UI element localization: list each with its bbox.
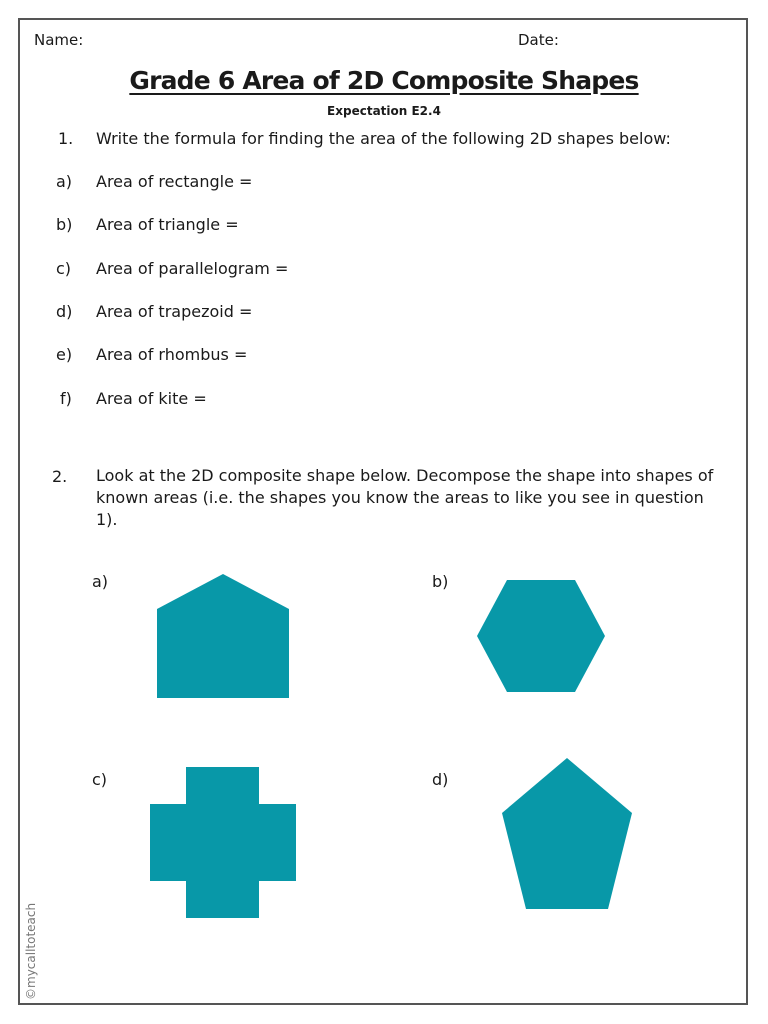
question-1-text: Write the formula for finding the area of the following 2D shapes below:	[96, 129, 671, 148]
item-c-text: Area of parallelogram =	[96, 259, 289, 278]
item-b-letter: b)	[56, 215, 73, 234]
shape-d-letter: d)	[432, 770, 449, 789]
question-2-number: 2.	[52, 467, 68, 486]
shape-a-letter: a)	[92, 572, 109, 591]
question-2-text: Look at the 2D composite shape below. Decompose the shape into shapes of known areas (i.e. the shapes you know the areas to like you see in question 1).	[96, 466, 714, 529]
shape-c-letter: c)	[92, 770, 108, 789]
question-1-number: 1.	[58, 129, 74, 148]
item-f-letter: f)	[60, 389, 72, 408]
item-b-text: Area of triangle =	[96, 215, 239, 234]
cross-shape-icon	[148, 765, 298, 920]
watermark: ©mycalltoteach	[24, 902, 38, 1000]
item-e-letter: e)	[56, 345, 73, 364]
item-a-letter: a)	[56, 172, 73, 191]
item-c-letter: c)	[56, 259, 72, 278]
item-d-letter: d)	[56, 302, 73, 321]
date-label: Date:	[518, 31, 559, 49]
name-label: Name:	[34, 31, 84, 49]
item-e-text: Area of rhombus =	[96, 345, 248, 364]
shape-b-letter: b)	[432, 572, 449, 591]
hexagon-shape-icon	[475, 578, 607, 694]
item-f-text: Area of kite =	[96, 389, 207, 408]
item-a-text: Area of rectangle =	[96, 172, 253, 191]
item-d-text: Area of trapezoid =	[96, 302, 253, 321]
pentagon-shape-icon	[500, 756, 634, 911]
page-title: Grade 6 Area of 2D Composite Shapes	[129, 66, 639, 95]
expectation-label: Expectation E2.4	[327, 104, 441, 118]
house-pentagon-shape-icon	[155, 572, 291, 700]
